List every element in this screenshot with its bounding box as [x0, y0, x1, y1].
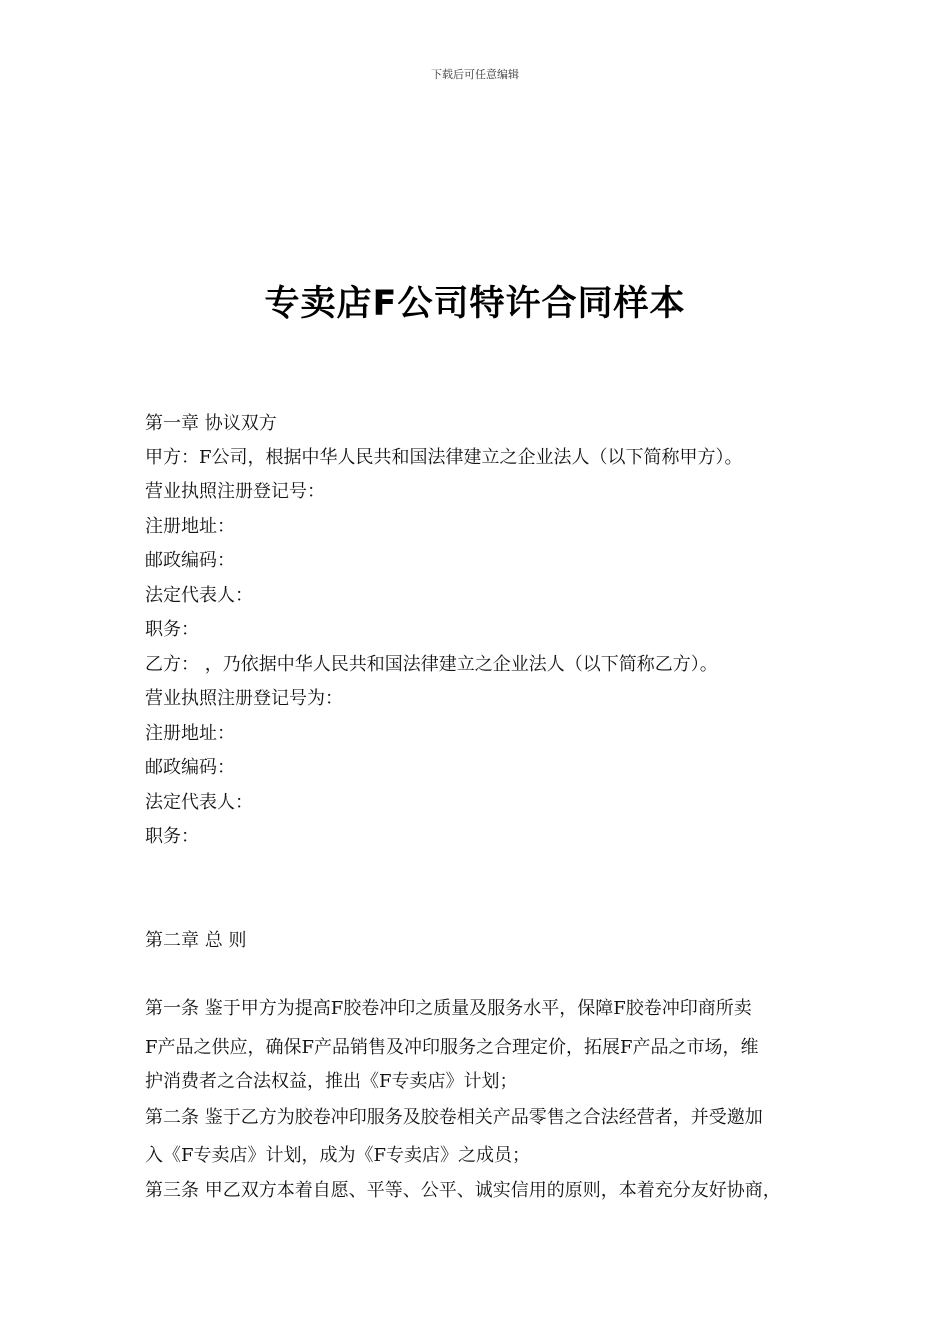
party-b-license: 营业执照注册登记号为： — [145, 688, 343, 709]
party-a-address: 注册地址： — [145, 516, 235, 537]
party-a-legal-rep: 法定代表人： — [145, 585, 253, 606]
party-b-legal-rep: 法定代表人： — [145, 792, 253, 813]
party-a-line: 甲方：F公司，根据中华人民共和国法律建立之企业法人（以下简称甲方）。 — [145, 447, 743, 468]
party-b-address: 注册地址： — [145, 723, 235, 744]
header-note: 下载后可任意编辑 — [431, 68, 519, 81]
article-3-line-1: 第三条 甲乙双方本着自愿、平等、公平、诚实信用的原则，本着充分友好协商， — [145, 1180, 781, 1201]
party-a-license: 营业执照注册登记号： — [145, 481, 325, 502]
party-b-postcode: 邮政编码： — [145, 757, 235, 778]
article-1-line-2: F产品之供应，确保F产品销售及冲印服务之合理定价，拓展F产品之市场，维 — [145, 1037, 759, 1058]
party-a-position: 职务： — [145, 619, 199, 640]
article-1-line-3: 护消费者之合法权益，推出《F专卖店》计划； — [145, 1071, 518, 1092]
party-b-position: 职务： — [145, 826, 199, 847]
article-2-line-2: 入《F专卖店》计划，成为《F专卖店》之成员； — [145, 1145, 530, 1166]
chapter-1-heading: 第一章 协议双方 — [145, 413, 277, 434]
document-title: 专卖店F公司特许合同样本 — [264, 284, 686, 324]
party-b-line: 乙方： ，乃依据中华人民共和国法律建立之企业法人（以下简称乙方）。 — [145, 654, 718, 675]
article-2-line-1: 第二条 鉴于乙方为胶卷冲印服务及胶卷相关产品零售之合法经营者，并受邀加 — [145, 1107, 763, 1128]
chapter-2-heading: 第二章 总 则 — [145, 930, 247, 951]
party-a-postcode: 邮政编码： — [145, 550, 235, 571]
article-1-line-1: 第一条 鉴于甲方为提高F胶卷冲印之质量及服务水平，保障F胶卷冲印商所卖 — [145, 998, 752, 1019]
